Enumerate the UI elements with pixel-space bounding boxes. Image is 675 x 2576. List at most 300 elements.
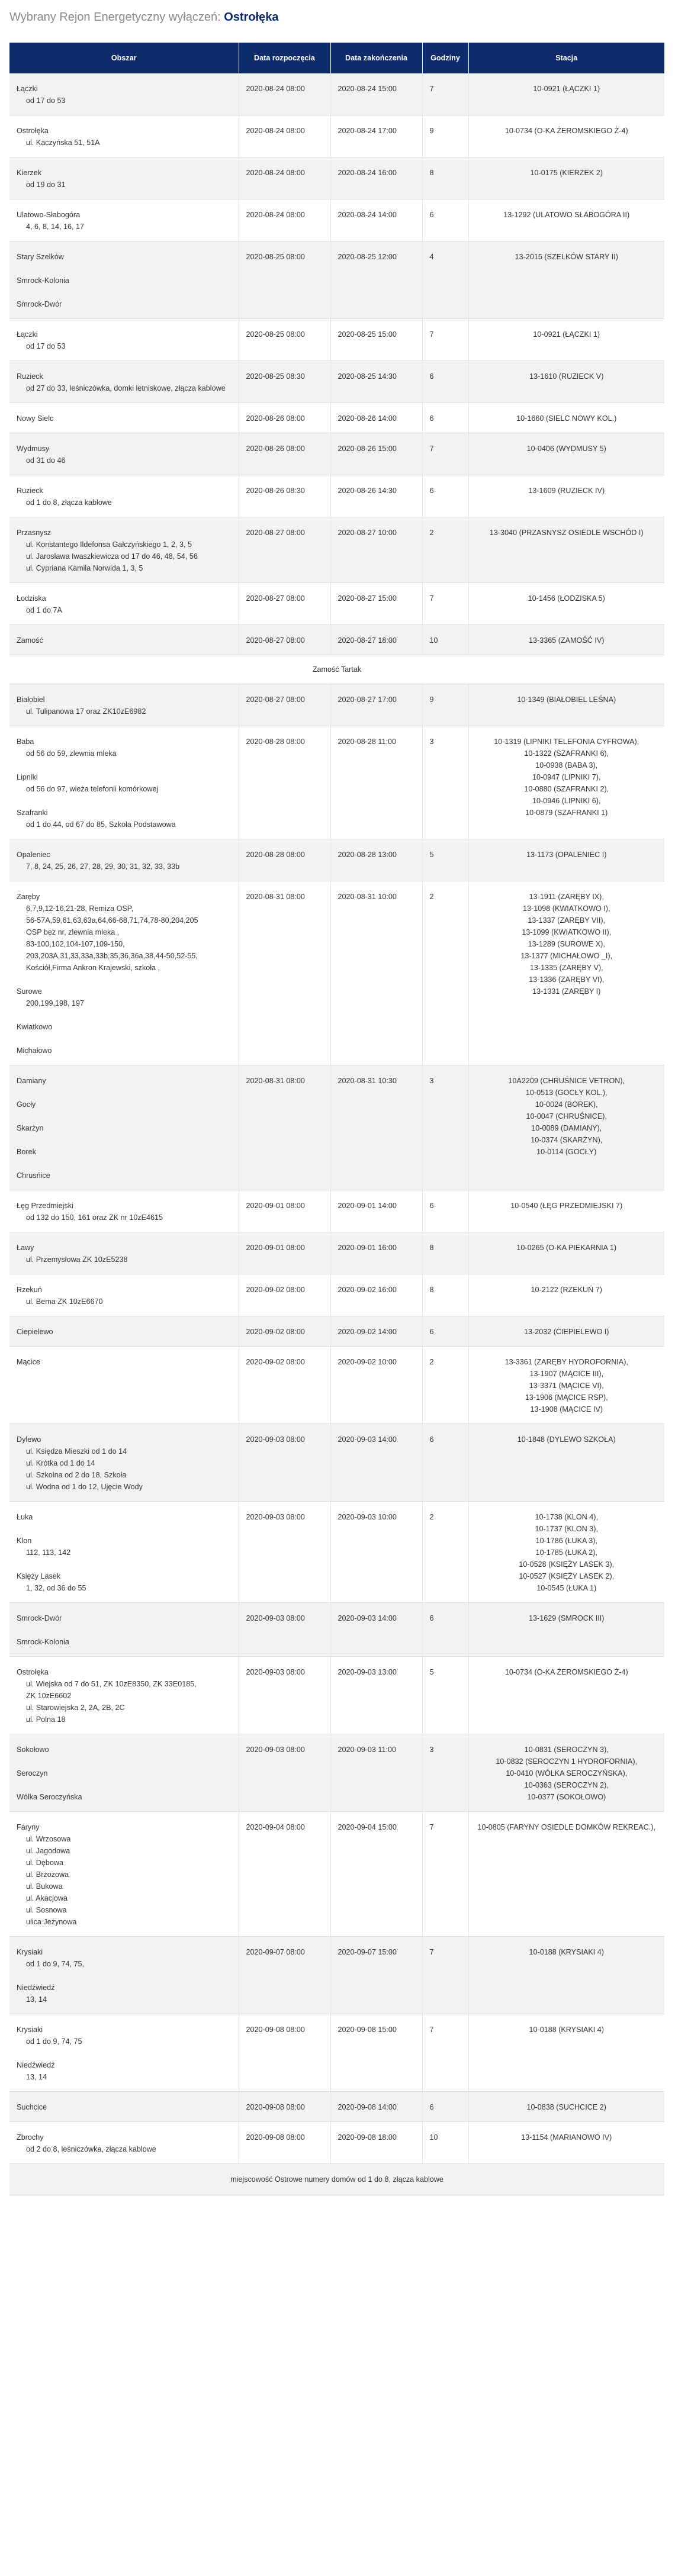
area-place	[17, 635, 232, 646]
cell-area	[9, 881, 239, 1065]
cell-start: 2020-09-01 08:00	[239, 1232, 330, 1274]
cell-area	[9, 2092, 239, 2122]
cell-start: 2020-08-26 08:00	[239, 403, 330, 433]
cell-end: 2020-09-08 15:00	[330, 2014, 422, 2092]
column-header-area: Obszar	[9, 43, 239, 73]
cell-start: 2020-08-24 08:00	[239, 157, 330, 199]
place-name: Smrock-Dwór	[17, 1614, 62, 1622]
place-detail: od 17 do 53	[26, 96, 66, 105]
cell-end: 2020-08-26 14:30	[330, 475, 422, 517]
cell-start: 2020-08-27 08:00	[239, 684, 330, 726]
column-header-station: Stacja	[468, 43, 664, 73]
place-name: Krysiaki	[17, 2026, 43, 2034]
area-place	[17, 694, 232, 717]
place-name: Sokołowo	[17, 1746, 49, 1754]
cell-end: 2020-08-26 14:00	[330, 403, 422, 433]
area-place	[17, 593, 232, 616]
cell-station: 13-3361 (ZARĘBY HYDROFORNIA), 13-1907 (MĄCICE III), 13-3371 (MĄCICE VI), 13-1906 (MĄCICE RSP), 13-1908 (MĄCICE IV)	[468, 1347, 664, 1424]
cell-hours: 10	[422, 2122, 468, 2164]
cell-start: 2020-09-03 08:00	[239, 1657, 330, 1734]
cell-station: 10-0921 (ŁĄCZKI 1)	[468, 319, 664, 361]
place-name: Łączki	[17, 85, 38, 93]
place-name: Skarżyn	[17, 1124, 44, 1132]
place-detail: ul. Tulipanowa 17 oraz ZK10zE6982	[26, 707, 146, 716]
cell-area	[9, 1274, 239, 1316]
cell-station: 10-1848 (DYLEWO SZKOŁA)	[468, 1424, 664, 1502]
area-place	[17, 1946, 232, 1970]
place-name: Niedźwiedź	[17, 1983, 55, 1992]
cell-hours: 5	[422, 839, 468, 881]
table-row	[9, 2122, 664, 2164]
cell-end: 2020-08-27 15:00	[330, 583, 422, 625]
cell-end: 2020-08-27 18:00	[330, 625, 422, 655]
area-place	[17, 1767, 232, 1779]
place-name: Kierzek	[17, 169, 41, 177]
place-name: Stary Szelków	[17, 253, 64, 261]
cell-station: 10-0406 (WYDMUSY 5)	[468, 433, 664, 475]
cell-start: 2020-08-25 08:30	[239, 361, 330, 403]
cell-hours: 8	[422, 1232, 468, 1274]
cell-end: 2020-09-02 14:00	[330, 1316, 422, 1347]
area-place	[17, 1075, 232, 1087]
place-name: Przasnysz	[17, 529, 52, 537]
area-place	[17, 1122, 232, 1134]
cell-hours: 7	[422, 1937, 468, 2014]
area-place	[17, 1242, 232, 1266]
area-place	[17, 527, 232, 574]
cell-station: 13-3040 (PRZASNYSZ OSIEDLE WSCHÓD I)	[468, 517, 664, 583]
cell-end: 2020-08-27 10:00	[330, 517, 422, 583]
table-row	[9, 1065, 664, 1190]
cell-area	[9, 1190, 239, 1232]
area-place	[17, 443, 232, 466]
table-row	[9, 199, 664, 242]
area-place	[17, 125, 232, 149]
page-title-prefix: Wybrany Rejon Energetyczny wyłączeń:	[9, 11, 221, 24]
table-row	[9, 2092, 664, 2122]
cell-end: 2020-08-25 15:00	[330, 319, 422, 361]
cell-station: 13-1609 (RUZIECK IV)	[468, 475, 664, 517]
place-detail: od 56 do 97, wieża telefonii komórkowej	[26, 785, 159, 793]
cell-area	[9, 583, 239, 625]
cell-area	[9, 242, 239, 319]
cell-start: 2020-08-27 08:00	[239, 625, 330, 655]
cell-end: 2020-09-03 13:00	[330, 1657, 422, 1734]
place-name: Ulatowo-Słabogóra	[17, 211, 81, 219]
cell-hours: 4	[422, 242, 468, 319]
area-place	[17, 1356, 232, 1368]
cell-station: 13-1911 (ZARĘBY IX), 13-1098 (KWIATKOWO I), 13-1337 (ZARĘBY VII), 13-1099 (KWIATKOWO II), 13-1289 (SUROWE X), 13-1377 (MICHAŁOWO _I), 13-1335 (ZARĘBY V), 13-1336 (ZARĘBY VI), 13-1331 (ZARĘBY I)	[468, 881, 664, 1065]
place-name: Suchcice	[17, 2103, 47, 2111]
cell-area	[9, 726, 239, 839]
place-detail: od 31 do 46	[26, 456, 66, 465]
cell-hours: 6	[422, 1424, 468, 1502]
cell-hours: 8	[422, 157, 468, 199]
place-name: Smrock-Kolonia	[17, 276, 69, 285]
cell-start: 2020-09-08 08:00	[239, 2122, 330, 2164]
table-row	[9, 625, 664, 655]
place-name: Gocły	[17, 1100, 36, 1109]
column-header-end: Data zakończenia	[330, 43, 422, 73]
cell-station: 10-1319 (LIPNIKI TELEFONIA CYFROWA), 10-1322 (SZAFRANKI 6), 10-0938 (BABA 3), 10-0947 (LIPNIKI 7), 10-0880 (SZAFRANKI 2), 10-0946 (LIPNIKI 6), 10-0879 (SZAFRANKI 1)	[468, 726, 664, 839]
section-label: Zamość Tartak	[9, 655, 664, 684]
place-detail: 112, 113, 142	[26, 1548, 71, 1557]
cell-hours: 6	[422, 2092, 468, 2122]
cell-station: 13-1629 (SMROCK III)	[468, 1603, 664, 1657]
place-name: Łodziska	[17, 594, 46, 603]
area-place	[17, 1821, 232, 1928]
place-name: Łęg Przedmiejski	[17, 1202, 73, 1210]
area-place	[17, 485, 232, 508]
cell-end: 2020-08-28 13:00	[330, 839, 422, 881]
cell-start: 2020-09-03 08:00	[239, 1502, 330, 1603]
cell-start: 2020-09-02 08:00	[239, 1274, 330, 1316]
cell-hours: 6	[422, 403, 468, 433]
table-row	[9, 1316, 664, 1347]
cell-start: 2020-09-08 08:00	[239, 2092, 330, 2122]
cell-start: 2020-08-25 08:00	[239, 242, 330, 319]
table-row	[9, 517, 664, 583]
cell-station: 13-1154 (MARIANOWO IV)	[468, 2122, 664, 2164]
area-place	[17, 807, 232, 830]
cell-station: 10-0805 (FARYNY OSIEDLE DOMKÓW REKREAC.),	[468, 1812, 664, 1937]
cell-end: 2020-09-02 16:00	[330, 1274, 422, 1316]
place-detail: 1, 32, od 36 do 55	[26, 1584, 86, 1592]
table-row	[9, 361, 664, 403]
place-detail: 4, 6, 8, 14, 16, 17	[26, 223, 85, 231]
cell-end: 2020-09-07 15:00	[330, 1937, 422, 2014]
cell-station: 10-0831 (SEROCZYN 3), 10-0832 (SEROCZYN 1 HYDROFORNIA), 10-0410 (WÓLKA SEROCZYŃSKA), 10-0363 (SEROCZYN 2), 10-0377 (SOKOŁOWO)	[468, 1734, 664, 1812]
cell-start: 2020-08-24 08:00	[239, 73, 330, 115]
cell-area	[9, 839, 239, 881]
cell-area	[9, 73, 239, 115]
place-name: Wólka Seroczyńska	[17, 1793, 82, 1801]
cell-area	[9, 1424, 239, 1502]
cell-hours: 2	[422, 517, 468, 583]
table-row	[9, 1603, 664, 1657]
outage-table	[9, 43, 664, 2195]
place-name: Surowe	[17, 987, 42, 996]
place-detail: ul. Bema ZK 10zE6670	[26, 1297, 103, 1306]
area-place	[17, 1021, 232, 1033]
table-row	[9, 73, 664, 115]
place-detail: ul. Wiejska od 7 do 51, ZK 10zE8350, ZK 33E0185, ZK 10zE6602 ul. Starowiejska 2, 2A, 2B, 2C ul. Polna 18	[26, 1680, 197, 1724]
place-detail: od 1 do 44, od 67 do 85, Szkoła Podstawowa	[26, 820, 176, 829]
cell-area	[9, 2014, 239, 2092]
cell-end: 2020-08-31 10:30	[330, 1065, 422, 1190]
column-header-hours: Godziny	[422, 43, 468, 73]
cell-station: 10-1456 (ŁODZISKA 5)	[468, 583, 664, 625]
cell-hours: 7	[422, 583, 468, 625]
place-name: Ruzieck	[17, 372, 43, 381]
place-name: Mącice	[17, 1358, 40, 1366]
place-detail: od 27 do 33, leśniczówka, domki letniskowe, złącza kablowe	[26, 384, 226, 392]
area-place	[17, 1200, 232, 1223]
table-row	[9, 684, 664, 726]
cell-start: 2020-08-28 08:00	[239, 839, 330, 881]
area-place	[17, 1284, 232, 1308]
place-detail: od 2 do 8, leśniczówka, złącza kablowe	[26, 2145, 156, 2153]
table-row	[9, 1502, 664, 1603]
cell-start: 2020-09-01 08:00	[239, 1190, 330, 1232]
cell-area	[9, 1657, 239, 1734]
place-detail: od 132 do 150, 161 oraz ZK nr 10zE4615	[26, 1213, 163, 1222]
area-place	[17, 413, 232, 424]
area-place	[17, 1612, 232, 1624]
cell-station: 13-1610 (RUZIECK V)	[468, 361, 664, 403]
table-row	[9, 475, 664, 517]
cell-hours: 5	[422, 1657, 468, 1734]
table-row	[9, 583, 664, 625]
table-row	[9, 1274, 664, 1316]
place-detail: od 56 do 59, zlewnia mleka	[26, 749, 117, 758]
area-place	[17, 2101, 232, 2113]
place-name: Ławy	[17, 1244, 34, 1252]
table-row	[9, 1937, 664, 2014]
cell-hours: 3	[422, 726, 468, 839]
page-title	[9, 0, 666, 43]
cell-start: 2020-08-25 08:00	[239, 319, 330, 361]
cell-area	[9, 2122, 239, 2164]
cell-end: 2020-08-24 16:00	[330, 157, 422, 199]
cell-area	[9, 433, 239, 475]
place-name: Nowy Sielc	[17, 414, 54, 423]
cell-start: 2020-08-28 08:00	[239, 726, 330, 839]
cell-start: 2020-08-31 08:00	[239, 881, 330, 1065]
cell-station: 10-1349 (BIAŁOBIEL LEŚNA)	[468, 684, 664, 726]
table-row	[9, 1812, 664, 1937]
area-place	[17, 1570, 232, 1594]
cell-start: 2020-09-03 08:00	[239, 1603, 330, 1657]
area-place	[17, 329, 232, 352]
area-place	[17, 1791, 232, 1803]
place-detail: od 1 do 9, 74, 75,	[26, 1960, 85, 1968]
table-row	[9, 1190, 664, 1232]
cell-end: 2020-09-01 16:00	[330, 1232, 422, 1274]
area-place	[17, 986, 232, 1009]
cell-area	[9, 199, 239, 242]
place-detail: od 17 do 53	[26, 342, 66, 350]
area-place	[17, 736, 232, 759]
area-place	[17, 2024, 232, 2047]
area-place	[17, 1326, 232, 1338]
cell-area	[9, 684, 239, 726]
table-body	[9, 73, 664, 2195]
area-place	[17, 1636, 232, 1648]
area-place	[17, 298, 232, 310]
table-row	[9, 1424, 664, 1502]
cell-station: 13-2032 (CIEPIELEWO I)	[468, 1316, 664, 1347]
place-name: Klon	[17, 1537, 32, 1545]
cell-station: 10-0734 (O-KA ŻEROMSKIEGO Ż-4)	[468, 115, 664, 157]
cell-hours: 9	[422, 115, 468, 157]
cell-area	[9, 115, 239, 157]
cell-hours: 6	[422, 361, 468, 403]
table-row	[9, 2014, 664, 2092]
place-detail: od 19 do 31	[26, 181, 66, 189]
cell-end: 2020-09-03 14:00	[330, 1603, 422, 1657]
table-row	[9, 157, 664, 199]
place-detail: od 1 do 8, złącza kablowe	[26, 498, 112, 507]
place-name: Lipniki	[17, 773, 38, 781]
cell-station: 10-0188 (KRYSIAKI 4)	[468, 1937, 664, 2014]
table-row	[9, 319, 664, 361]
cell-start: 2020-08-26 08:30	[239, 475, 330, 517]
cell-end: 2020-08-31 10:00	[330, 881, 422, 1065]
section-row	[9, 655, 664, 684]
area-place	[17, 1666, 232, 1725]
place-detail: ul. Księdza Mieszki od 1 do 14 ul. Krótka od 1 do 14 ul. Szkolna od 2 do 18, Szkoła ul. Wodna od 1 do 12, Ujęcie Wody	[26, 1447, 143, 1491]
place-name: Zbrochy	[17, 2133, 44, 2142]
column-header-start: Data rozpoczęcia	[239, 43, 330, 73]
table-row	[9, 115, 664, 157]
cell-hours: 2	[422, 881, 468, 1065]
cell-station: 10-0838 (SUCHCICE 2)	[468, 2092, 664, 2122]
cell-station: 10-0188 (KRYSIAKI 4)	[468, 2014, 664, 2092]
area-place	[17, 275, 232, 286]
cell-hours: 6	[422, 1190, 468, 1232]
area-place	[17, 1744, 232, 1756]
place-name: Faryny	[17, 1823, 40, 1831]
cell-end: 2020-09-08 14:00	[330, 2092, 422, 2122]
cell-hours: 8	[422, 1274, 468, 1316]
table-row	[9, 1232, 664, 1274]
cell-start: 2020-09-02 08:00	[239, 1316, 330, 1347]
area-place	[17, 1170, 232, 1181]
cell-area	[9, 1603, 239, 1657]
cell-station: 10-0734 (O-KA ŻEROMSKIEGO Ż-4)	[468, 1657, 664, 1734]
cell-station: 13-1173 (OPALENIEC I)	[468, 839, 664, 881]
cell-hours: 2	[422, 1502, 468, 1603]
place-name: Białobiel	[17, 695, 45, 704]
cell-hours: 7	[422, 319, 468, 361]
cell-start: 2020-09-03 08:00	[239, 1424, 330, 1502]
table-row	[9, 839, 664, 881]
place-name: Seroczyn	[17, 1769, 48, 1778]
area-place	[17, 2059, 232, 2083]
place-name: Ostrołęka	[17, 127, 49, 135]
place-detail: ul. Wrzosowa ul. Jagodowa ul. Dębowa ul. Brzozowa ul. Bukowa ul. Akacjowa ul. Sosnowa ulica Jeżynowa	[26, 1835, 77, 1926]
cell-hours: 3	[422, 1734, 468, 1812]
cell-area	[9, 1937, 239, 2014]
cell-end: 2020-08-28 11:00	[330, 726, 422, 839]
cell-hours: 7	[422, 73, 468, 115]
area-place	[17, 1511, 232, 1523]
table-row	[9, 1347, 664, 1424]
cell-end: 2020-09-03 10:00	[330, 1502, 422, 1603]
footer-note: miejscowość Ostrowe numery domów od 1 do 8, złącza kablowe	[9, 2164, 664, 2195]
cell-end: 2020-09-08 18:00	[330, 2122, 422, 2164]
cell-area	[9, 1812, 239, 1937]
area-place	[17, 891, 232, 974]
place-detail: 7, 8, 24, 25, 26, 27, 28, 29, 30, 31, 32, 33, 33b	[26, 862, 180, 871]
table-row	[9, 1657, 664, 1734]
place-detail: ul. Kaczyńska 51, 51A	[26, 139, 100, 147]
cell-station: 13-3365 (ZAMOŚĆ IV)	[468, 625, 664, 655]
place-name: Łączki	[17, 330, 38, 339]
cell-hours: 6	[422, 199, 468, 242]
cell-start: 2020-08-27 08:00	[239, 583, 330, 625]
cell-end: 2020-08-25 14:30	[330, 361, 422, 403]
cell-area	[9, 625, 239, 655]
table-row	[9, 242, 664, 319]
cell-end: 2020-09-02 10:00	[330, 1347, 422, 1424]
cell-start: 2020-09-04 08:00	[239, 1812, 330, 1937]
cell-start: 2020-09-03 08:00	[239, 1734, 330, 1812]
cell-station: 10-1738 (KLON 4), 10-1737 (KLON 3), 10-1786 (ŁUKA 3), 10-1785 (ŁUKA 2), 10-0528 (KSIĘŻY LASEK 3), 10-0527 (KSIĘŻY LASEK 2), 10-0545 (ŁUKA 1)	[468, 1502, 664, 1603]
place-detail: od 1 do 7A	[26, 606, 62, 614]
cell-hours: 7	[422, 1812, 468, 1937]
table-row	[9, 881, 664, 1065]
cell-station: 10-0540 (ŁĘG PRZEDMIEJSKI 7)	[468, 1190, 664, 1232]
cell-area	[9, 1065, 239, 1190]
cell-hours: 7	[422, 2014, 468, 2092]
cell-start: 2020-08-24 08:00	[239, 199, 330, 242]
area-place	[17, 251, 232, 263]
place-name: Borek	[17, 1148, 36, 1156]
table-row	[9, 403, 664, 433]
cell-start: 2020-08-31 08:00	[239, 1065, 330, 1190]
cell-area	[9, 1502, 239, 1603]
cell-end: 2020-08-25 12:00	[330, 242, 422, 319]
cell-end: 2020-09-04 15:00	[330, 1812, 422, 1937]
place-name: Michałowo	[17, 1046, 52, 1055]
table-row	[9, 1734, 664, 1812]
area-place	[17, 209, 232, 233]
cell-area	[9, 319, 239, 361]
place-name: Ostrołęka	[17, 1668, 49, 1676]
area-place	[17, 771, 232, 795]
place-name: Księży Lasek	[17, 1572, 61, 1580]
place-detail: od 1 do 9, 74, 75	[26, 2037, 82, 2046]
cell-station: 10-2122 (RZEKUŃ 7)	[468, 1274, 664, 1316]
cell-start: 2020-08-26 08:00	[239, 433, 330, 475]
cell-area	[9, 361, 239, 403]
place-name: Smrock-Kolonia	[17, 1638, 69, 1646]
place-name: Krysiaki	[17, 1948, 43, 1956]
cell-station: 13-1292 (ULATOWO SŁABOGÓRA II)	[468, 199, 664, 242]
place-name: Dylewo	[17, 1435, 41, 1444]
place-name: Szafranki	[17, 809, 48, 817]
selected-region: Ostrołęka	[224, 11, 279, 24]
cell-start: 2020-09-08 08:00	[239, 2014, 330, 2092]
place-name: Kwiatkowo	[17, 1023, 53, 1031]
place-detail: 200,199,198, 197	[26, 999, 85, 1007]
area-place	[17, 2131, 232, 2155]
cell-end: 2020-08-26 15:00	[330, 433, 422, 475]
cell-station: 10-0175 (KIERZEK 2)	[468, 157, 664, 199]
cell-area	[9, 517, 239, 583]
cell-area	[9, 1232, 239, 1274]
place-name: Ciepielewo	[17, 1328, 53, 1336]
place-name: Zamość	[17, 636, 43, 645]
cell-area	[9, 403, 239, 433]
cell-station: 10-0265 (O-KA PIEKARNIA 1)	[468, 1232, 664, 1274]
area-place	[17, 1045, 232, 1057]
cell-area	[9, 1734, 239, 1812]
area-place	[17, 83, 232, 107]
place-detail: 13, 14	[26, 2073, 47, 2081]
cell-hours: 2	[422, 1347, 468, 1424]
place-name: Niedźwiedź	[17, 2061, 55, 2069]
place-detail: ul. Konstantego Ildefonsa Gałczyńskiego 1, 2, 3, 5 ul. Jarosława Iwaszkiewicza od 17 do 46, 48, 54, 56 ul. Cypriana Kamila Norwida 1, 3, 5	[26, 540, 198, 572]
place-detail: ul. Przemysłowa ZK 10zE5238	[26, 1255, 128, 1264]
cell-area	[9, 157, 239, 199]
table-row	[9, 726, 664, 839]
area-place	[17, 849, 232, 872]
table-row	[9, 433, 664, 475]
cell-end: 2020-08-24 14:00	[330, 199, 422, 242]
